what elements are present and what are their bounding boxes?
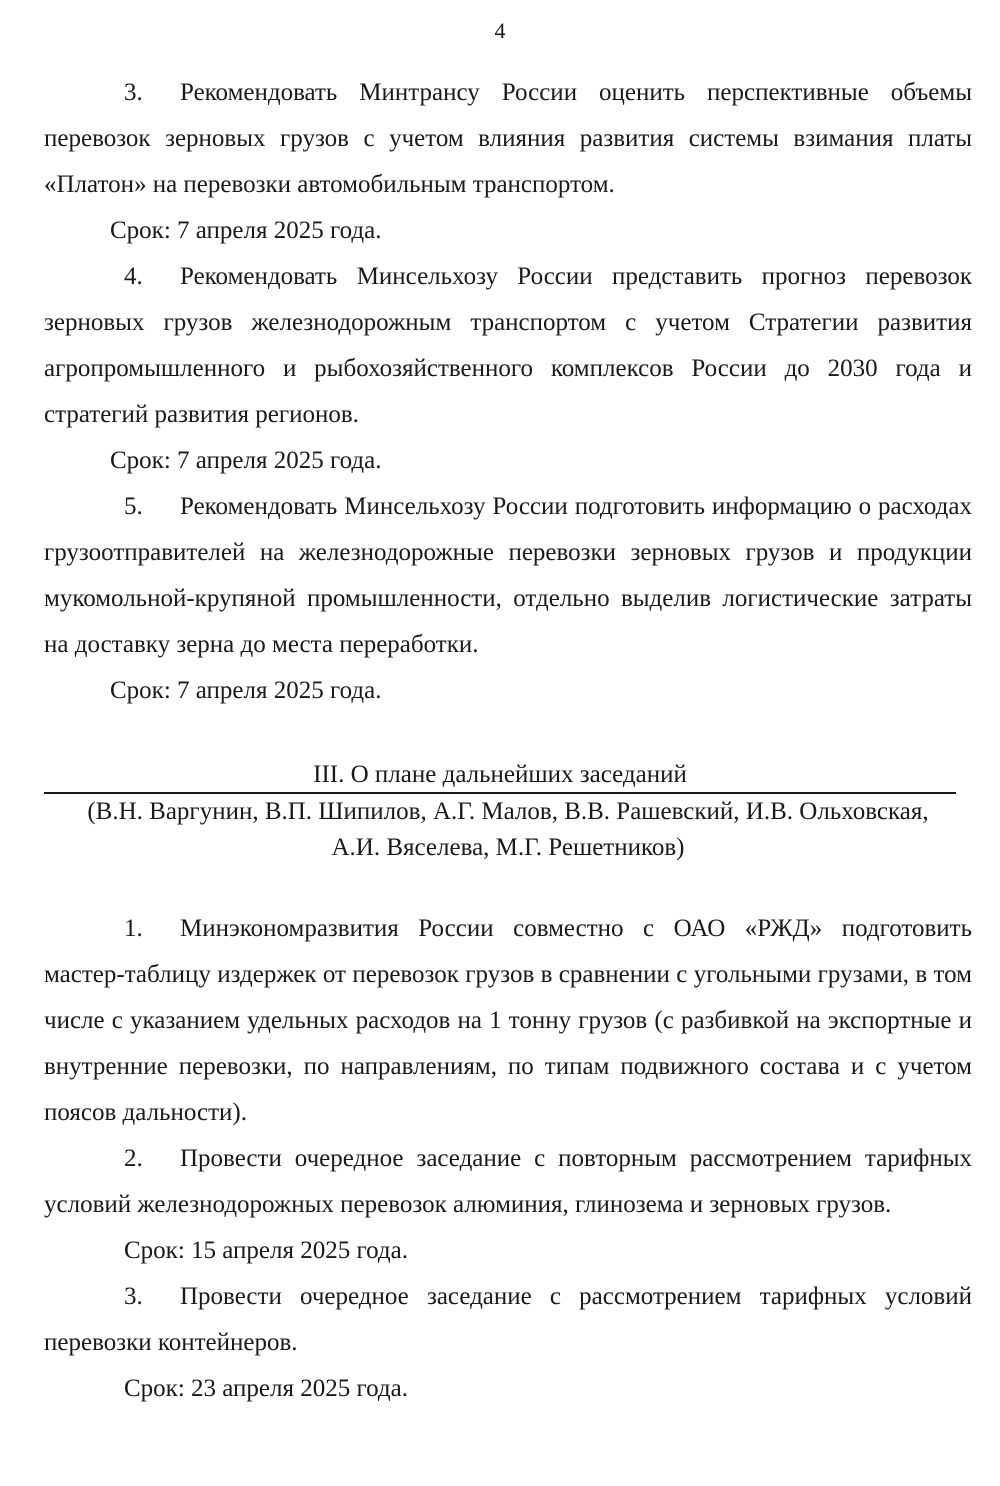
deadline: Срок: 7 апреля 2025 года.	[110, 217, 382, 244]
participants	[44, 794, 972, 866]
item-number: 3.	[124, 79, 143, 106]
item-text: Рекомендовать Минсельхозу России представить прогноз перевозок зерновых грузов железнодорожным транспортом с учетом Стратегии развития агропромышленного и рыбохозяйственного комплексов России до 2030 года и стратегий развития регионов.	[44, 263, 972, 428]
item-text: Рекомендовать Минтрансу России оценить перспективные объемы перевозок зерновых грузов с учетом влияния развития системы взимания платы «Платон» на перевозки автомобильным транспортом.	[44, 79, 972, 198]
item-number: 5.	[124, 493, 143, 520]
page-number: 4	[494, 18, 506, 43]
item-text: Провести очередное заседание с рассмотрением тарифных условий перевозки контейнеров.	[44, 1283, 972, 1356]
item-paragraph	[44, 70, 972, 208]
item-paragraph	[44, 254, 972, 438]
item-number: 3.	[124, 1283, 143, 1310]
item-paragraph	[44, 1136, 972, 1228]
item-number: 2.	[124, 1145, 143, 1172]
item-text: Провести очередное заседание с повторным рассмотрением тарифных условий железнодорожных перевозок алюминия, глинозема и зерновых грузов.	[44, 1145, 972, 1218]
deadline: Срок: 7 апреля 2025 года.	[110, 677, 382, 704]
deadline: Срок: 23 апреля 2025 года.	[124, 1375, 408, 1402]
item-number: 1.	[124, 915, 143, 942]
section-iii-items	[44, 906, 972, 1412]
deadline: Срок: 15 апреля 2025 года.	[124, 1237, 408, 1264]
section-ii-items	[44, 70, 972, 714]
item-paragraph	[44, 1274, 972, 1366]
participants-line: А.И. Вяселева, М.Г. Решетников)	[331, 834, 685, 861]
item-number: 4.	[124, 263, 143, 290]
deadline: Срок: 7 апреля 2025 года.	[110, 447, 382, 474]
item-paragraph	[44, 906, 972, 1136]
item-text: Рекомендовать Минсельхозу России подготовить информацию о расходах грузоотправителей на железнодорожные перевозки зерновых грузов и продукции мукомольной-крупяной промышленности, отдельно выделив логистические затраты на доставку зерна до места переработки.	[44, 493, 972, 658]
section-title: III. О плане дальнейших заседаний	[44, 758, 956, 794]
item-paragraph	[44, 484, 972, 668]
item-text: Минэкономразвития России совместно с ОАО «РЖД» подготовить мастер-таблицу издержек от перевозок грузов в сравнении с угольными грузами, в том числе с указанием удельных расходов на 1 тонну грузов (с разбивкой на экспортные и внутренние перевозки, по направлениям, по типам подвижного состава и с учетом поясов дальности).	[44, 915, 972, 1126]
participants-line: (В.Н. Варгунин, В.П. Шипилов, А.Г. Малов, В.В. Рашевский, И.В. Ольховская,	[87, 798, 929, 825]
